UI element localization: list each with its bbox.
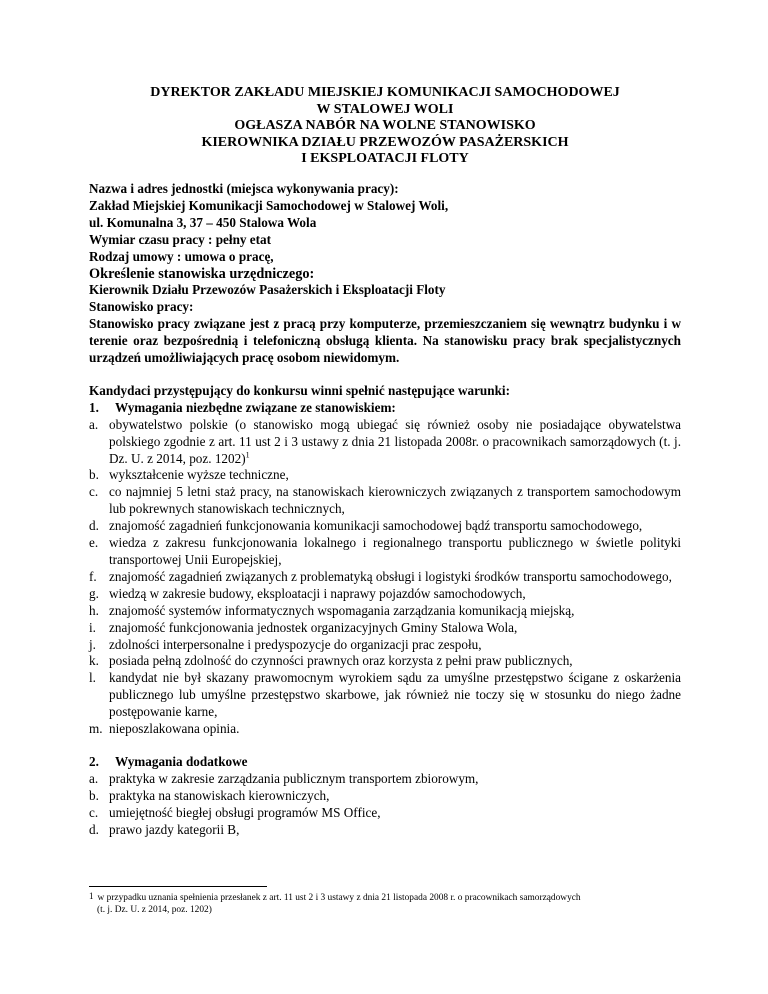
unit-info bbox=[89, 181, 681, 266]
list-item: b. wykształcenie wyższe techniczne, bbox=[89, 467, 289, 483]
list-item: g. wiedzą w zakresie budowy, eksploatacji i naprawy pojazdów samochodowych, bbox=[89, 585, 526, 601]
document-page bbox=[89, 85, 681, 839]
list-item: a. obywatelstwo polskie (o stanowisko mogą ubiegać się również osoby nie posiadające obywatelstwa polskiego zgodnie z art. 11 ust 2 i 3 ustawy z dnia 21 listopada 2008r. o pracownikach samorządowych (t. j. Dz. U. z 2014, poz. 1202)$^1$ bbox=[89, 416, 681, 466]
position-label: Określenie stanowiska urzędniczego: bbox=[89, 265, 315, 282]
section-number: 1. bbox=[89, 399, 99, 415]
title-line: W STALOWEJ WOLI bbox=[316, 101, 454, 117]
position-name: Kierownik Działu Przewozów Pasażerskich i Eksploatacji Floty bbox=[89, 282, 446, 298]
list-item: h. znajomość systemów informatycznych wspomagania zarządzania komunikacją miejską, bbox=[89, 602, 575, 618]
workplace-label: Stanowisko pracy: bbox=[89, 299, 194, 315]
footnote bbox=[89, 893, 689, 916]
footnote-text-cont: (t. j. Dz. U. z 2014, poz. 1202) bbox=[97, 904, 212, 915]
list-item: j. zdolności interpersonalne i predyspozycje do organizacji prac zespołu, bbox=[89, 636, 482, 652]
position-info bbox=[89, 266, 681, 367]
conditions-intro: Kandydaci przystępujący do konkursu winni spełnić następujące warunki: bbox=[89, 382, 510, 398]
list-item: c. umiejętność biegłej obsługi programów MS Office, bbox=[89, 804, 381, 820]
unit-name: Zakład Miejskiej Komunikacji Samochodowej w Stalowej Woli, bbox=[89, 197, 449, 213]
title-line: OGŁASZA NABÓR NA WOLNE STANOWISKO bbox=[234, 118, 536, 134]
footnote-ref: 1 bbox=[245, 450, 250, 460]
list-item: m. nieposzlakowana opinia. bbox=[89, 721, 240, 737]
list-item: i. znajomość funkcjonowania jednostek organizacyjnych Gminy Stalowa Wola, bbox=[89, 619, 518, 635]
section-number: 2. bbox=[89, 753, 99, 769]
title-line: DYREKTOR ZAKŁADU MIEJSKIEJ KOMUNIKACJI SAMOCHODOWEJ bbox=[150, 85, 620, 100]
worktime: Wymiar czasu pracy : pełny etat bbox=[89, 231, 272, 247]
additional-heading bbox=[89, 754, 681, 771]
unit-label: Nazwa i adres jednostki (miejsca wykonywania pracy): bbox=[89, 180, 399, 196]
list-item: d. znajomość zagadnień funkcjonowania komunikacji samochodowej bądź transportu samochodowego, bbox=[89, 518, 643, 534]
list-item: c. co najmniej 5 letni staż pracy, na stanowiskach kierowniczych związanych z transportem samochodowym lub pokrewnych stanowiskach technicznych, bbox=[89, 484, 681, 517]
title-line: I EKSPLOATACJI FLOTY bbox=[301, 151, 469, 167]
section-title: Wymagania niezbędne związane ze stanowiskiem: bbox=[115, 399, 396, 415]
list-item: l. kandydat nie był skazany prawomocnym wyrokiem sądu za umyślne przestępstwo ścigane z oskarżenia publicznego lub umyślne przestępstwo skarbowe, jak również nie toczy się w stosunku do niego żadne postępowanie karne, bbox=[89, 670, 681, 720]
contract-type: Rodzaj umowy : umowa o pracę, bbox=[89, 248, 274, 264]
announcement-title bbox=[89, 85, 681, 168]
unit-address: ul. Komunalna 3, 37 – 450 Stalowa Wola bbox=[89, 214, 317, 230]
title-line: KIEROWNIKA DZIAŁU PRZEWOZÓW PASAŻERSKICH bbox=[201, 134, 569, 150]
list-item: a. praktyka w zakresie zarządzania publicznym transportem zbiorowym, bbox=[89, 770, 479, 786]
footnote-separator bbox=[89, 886, 267, 887]
required-heading bbox=[89, 400, 681, 417]
additional-list bbox=[89, 771, 681, 839]
section-title: Wymagania dodatkowe bbox=[115, 753, 248, 769]
footnote-text: w przypadku uznania spełnienia przesłanek z art. 11 ust 2 i 3 ustawy z dnia 21 listopada 2008 r. o pracownikach samorządowych bbox=[97, 893, 581, 903]
list-item: e. wiedza z zakresu funkcjonowania lokalnego i regionalnego transportu publicznego w świetle polityki transportowej Unii Europejskiej, bbox=[89, 535, 681, 567]
list-item: f. znajomość zagadnień związanych z problematyką obsługi i logistyki środków transportu samochodowego, bbox=[89, 568, 672, 584]
required-list bbox=[89, 417, 681, 738]
list-item: d. prawo jazdy kategorii B, bbox=[89, 821, 240, 837]
list-item: k. posiada pełną zdolność do czynności prawnych oraz korzysta z pełni praw publicznych, bbox=[89, 653, 573, 669]
footnote-mark: 1 bbox=[89, 891, 94, 901]
workplace-description: Stanowisko pracy związane jest z pracą przy komputerze, przemieszczaniem się wewnątrz budynku i w terenie oraz bezpośrednią i telefoniczną obsługą klienta. Na stanowisku pracy brak specjalistycznych urządzeń umożliwiających pracę osobom niewidomym. bbox=[89, 316, 681, 366]
list-item: b. praktyka na stanowiskach kierowniczych, bbox=[89, 787, 330, 803]
